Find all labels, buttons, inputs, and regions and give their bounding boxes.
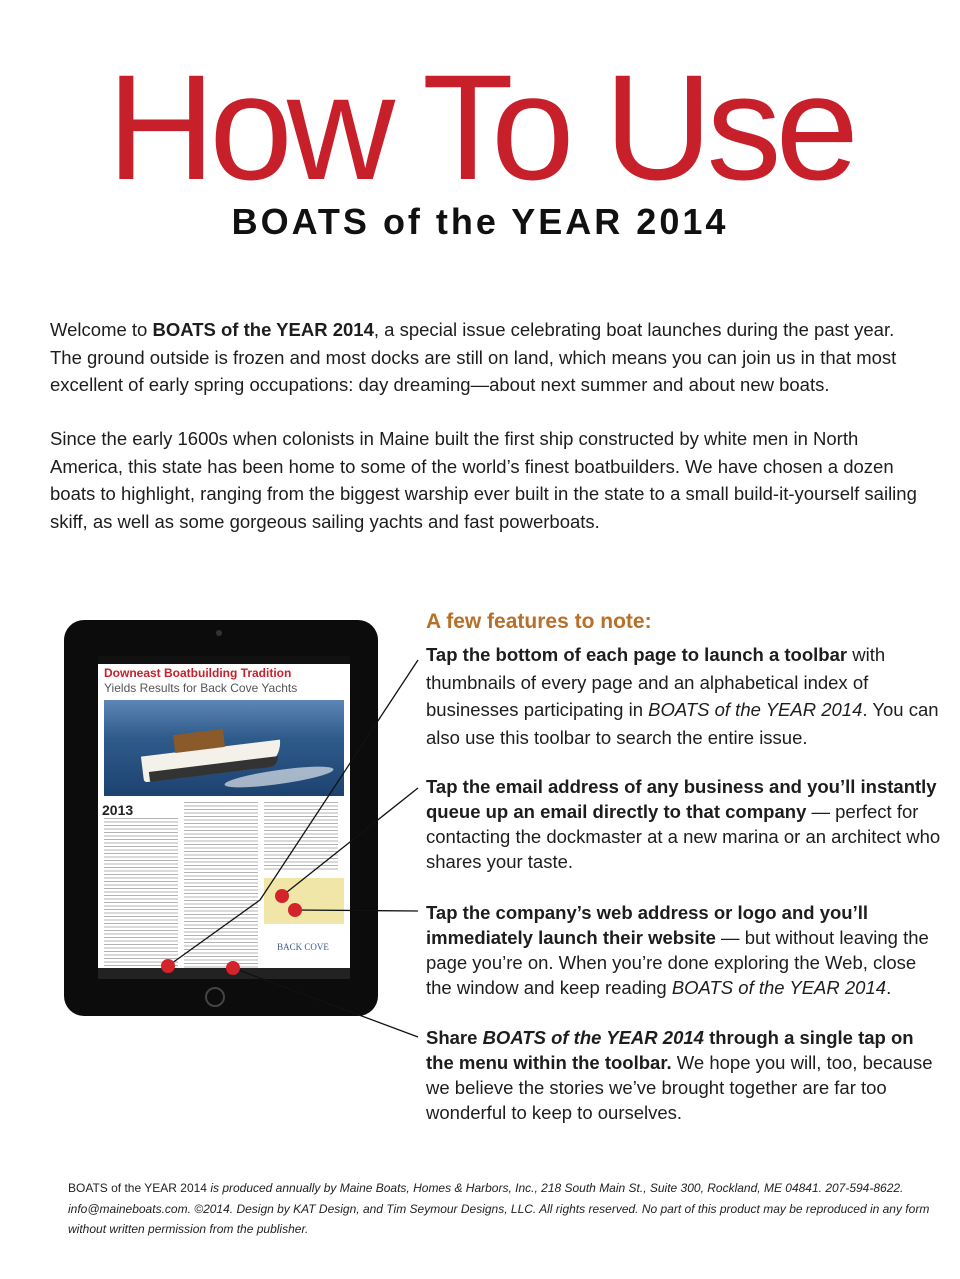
callout-line-toolbar xyxy=(260,660,418,900)
callout-line-email xyxy=(282,788,418,896)
feature-email xyxy=(426,774,946,874)
callout-line-web xyxy=(295,910,418,911)
feature-share-bold-b: through a single tap on the menu within the toolbar. xyxy=(426,1027,914,1073)
page-subtitle: BOATS of the YEAR 2014 xyxy=(231,201,729,242)
feature-email-bold: Tap the email address of any business and you’ll instantly queue up an email directly to that company xyxy=(426,776,937,822)
feature-toolbar-bold: Tap the bottom of each page to launch a toolbar xyxy=(426,644,848,665)
feature-toolbar xyxy=(426,641,946,751)
feature-web-italic: BOATS of the YEAR 2014 xyxy=(671,977,887,998)
feature-share-bold-a: Share xyxy=(426,1027,483,1048)
feature-share-text: We hope you will, too, because we believe the stories we’ve brought together are far too wonderful to keep to ourselves. xyxy=(426,1052,933,1123)
intro-lead: Welcome to xyxy=(50,319,153,340)
article-subtitle: Yields Results for Back Cove Yachts xyxy=(104,681,298,695)
feature-toolbar-text-b: . You can also use this toolbar to search the entire issue. xyxy=(426,699,939,748)
intro-bold-title: BOATS of the YEAR 2014 xyxy=(152,319,374,340)
footer-lead: BOATS of the YEAR 2014 xyxy=(68,1181,211,1195)
feature-toolbar-text-a: with thumbnails of every page and an alphabetical index of businesses participating in xyxy=(426,644,886,720)
callout-dot-email xyxy=(275,889,289,903)
intro-rest: , a special issue celebrating boat launches during the past year. The ground outside is frozen and most docks are still on land, which means you can join us in that most excellent of early spring occupations: day dreaming—about next summer and about new boats. xyxy=(50,319,897,395)
callout-dot-toolbar xyxy=(161,959,175,973)
page-title: How To Use xyxy=(107,43,853,211)
footer-text: is produced annually by Maine Boats, Homes & Harbors, Inc., 218 South Main St., Suite 300, Rockland, ME 04841. 207-594-8622. info@maineboats.com. ©2014. Design by KAT Design, and Tim Seymour Designs, LLC. All rights reserved. No part of this product may be reproduced in any form without written permission from the publisher. xyxy=(68,1181,930,1236)
callout-line-share xyxy=(233,968,418,1037)
back-cove-logo[interactable]: BACK COVE xyxy=(277,942,329,952)
feature-email-text: — perfect for contacting the dockmaster at a new marina or an architect who shares your taste. xyxy=(426,801,941,872)
callout-line-toolbar-2 xyxy=(168,900,260,966)
article-year: 2013 xyxy=(102,802,134,818)
article-title: Downeast Boatbuilding Tradition xyxy=(104,666,292,680)
feature-share-bold-italic: BOATS of the YEAR 2014 xyxy=(482,1027,704,1048)
feature-web-end: . xyxy=(886,977,892,998)
callout-dot-web xyxy=(288,903,302,917)
features-heading: A few features to note: xyxy=(426,610,652,633)
feature-web xyxy=(426,900,946,1000)
feature-web-bold: Tap the company’s web address or logo and you’ll immediately launch their website xyxy=(426,902,869,948)
feature-toolbar-italic: BOATS of the YEAR 2014 xyxy=(648,699,863,720)
intro-paragraph-2: Since the early 1600s when colonists in Maine built the first ship constructed by white men in North America, this state has been home to some of the world’s finest boatbuilders. We have chosen a dozen boats to highlight, ranging from the biggest warship ever built in the state to a small build-it-yourself sailing skiff, as well as some gorgeous sailing yachts and fast powerboats. xyxy=(50,428,917,532)
feature-share xyxy=(426,1025,946,1125)
feature-web-text: — but without leaving the page you’re on. When you’re done exploring the Web, close the window and keep reading xyxy=(426,927,929,998)
callout-dot-share xyxy=(226,961,240,975)
footer-credits xyxy=(68,1178,938,1240)
